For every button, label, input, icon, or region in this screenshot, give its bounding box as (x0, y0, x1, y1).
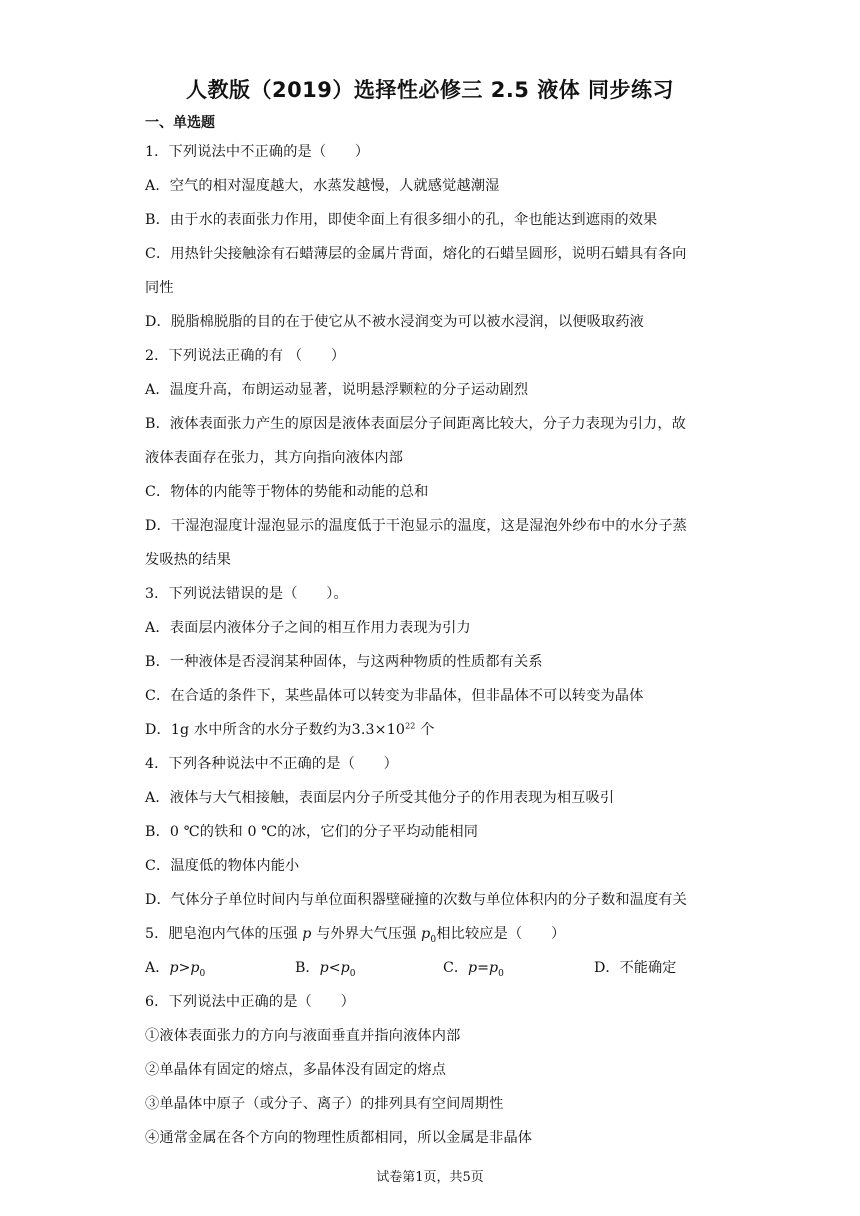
q5-stem-part3: 相比较应是（ ） (436, 926, 566, 942)
q2-option-b-line2: 液体表面存在张力，其方向指向液体内部 (145, 450, 404, 466)
q5-option-a-sub: 0 (199, 968, 206, 979)
q5-option-b-relation: p<p (319, 960, 350, 976)
q5-option-c-label: C． (443, 960, 469, 976)
q5-option-b (295, 957, 355, 979)
q1-option-d: D．脱脂棉脱脂的目的在于使它从不被水浸润变为可以被水浸润，以便吸取药液 (145, 314, 645, 330)
q1-stem: 1．下列说法中不正确的是（ ） (145, 144, 370, 160)
q6-statement-3: ③单晶体中原子（或分子、离子）的排列具有空间周期性 (145, 1096, 504, 1112)
q4-option-a: A．液体与大气相接触，表面层内分子所受其他分子的作用表现为相互吸引 (145, 790, 615, 806)
q1-option-c-line1: C．用热针尖接触涂有石蜡薄层的金属片背面，熔化的石蜡呈圆形，说明石蜡具有各向 (145, 246, 687, 262)
q4-option-c: C．温度低的物体内能小 (145, 858, 300, 874)
q6-stem: 6．下列说法中正确的是（ ） (145, 994, 355, 1010)
q2-stem: 2．下列说法正确的有 （ ） (145, 348, 346, 364)
q6-statement-1: ①液体表面张力的方向与液面垂直并指向液体内部 (145, 1028, 461, 1044)
q2-option-d-line2: 发吸热的结果 (145, 552, 232, 568)
q3-option-d-text: D．1g 水中所含的水分子数约为 (145, 722, 352, 738)
q2-option-a: A．温度升高，布朗运动显著，说明悬浮颗粒的分子运动剧烈 (145, 382, 529, 398)
q1-option-b: B．由于水的表面张力作用，即使伞面上有很多细小的孔，伞也能达到遮雨的效果 (145, 212, 658, 228)
q3-option-c: C．在合适的条件下，某些晶体可以转变为非晶体，但非晶体不可以转变为晶体 (145, 688, 644, 704)
q5-option-d: D．不能确定 (594, 960, 677, 976)
q5-option-c (443, 957, 504, 979)
q3-option-a: A．表面层内液体分子之间的相互作用力表现为引力 (145, 620, 471, 636)
q3-option-d (145, 719, 435, 739)
q6-statement-2: ②单晶体有固定的熔点，多晶体没有固定的熔点 (145, 1062, 447, 1078)
q3-option-d-unit: 个 (415, 722, 435, 738)
q2-option-b-line1: B．液体表面张力产生的原因是液体表面层分子间距离比较大，分子力表现为引力，故 (145, 416, 687, 432)
q3-option-d-exponent: 22 (405, 721, 416, 731)
q3-option-b: B．一种液体是否浸润某种固体，与这两种物质的性质都有关系 (145, 654, 543, 670)
q1-option-c-line2: 同性 (145, 280, 174, 296)
q1-option-a: A．空气的相对湿度越大，水蒸发越慢，人就感觉越潮湿 (145, 178, 500, 194)
q5-option-c-sub: 0 (498, 968, 504, 979)
page-title: 人教版（2019）选择性必修三 2.5 液体 同步练习 (185, 78, 675, 102)
q3-stem: 3．下列说法错误的是（ ）。 (145, 586, 348, 602)
q5-option-c-relation: p=p (468, 960, 499, 976)
q4-option-d: D．气体分子单位时间内与单位面积器壁碰撞的次数与单位体积内的分子数和温度有关 (145, 892, 688, 908)
page-footer: 试卷第1页，共5页 (376, 1170, 484, 1185)
q5-stem-part1: 5．肥皂泡内气体的压强 (145, 926, 303, 942)
q2-option-c: C．物体的内能等于物体的势能和动能的总和 (145, 484, 429, 500)
q5-stem (145, 923, 565, 945)
q4-option-b: B．0 ℃的铁和 0 ℃的冰，它们的分子平均动能相同 (145, 824, 479, 840)
q5-stem-part2: 与外界大气压强 (311, 926, 422, 942)
q2-option-d-line1: D．干湿泡湿度计湿泡显示的温度低于干泡显示的温度，这是湿泡外纱布中的水分子蒸 (145, 518, 688, 534)
q5-option-a-label: A． (145, 960, 170, 976)
q5-option-b-label: B． (295, 960, 320, 976)
q5-pressure-p: p (302, 926, 312, 942)
q5-option-b-sub: 0 (349, 968, 356, 979)
q5-option-a-relation: p>p (169, 960, 200, 976)
q5-pressure-p0: p (421, 926, 431, 942)
q3-option-d-number: 3.3×10 (351, 722, 406, 738)
q4-stem: 4．下列各种说法中不正确的是（ ） (145, 756, 398, 772)
q5-subscript: 0 (430, 934, 437, 945)
q6-statement-4: ④通常金属在各个方向的物理性质都相同，所以金属是非晶体 (145, 1130, 533, 1146)
section-heading: 一、单选题 (145, 115, 215, 131)
q5-option-a (145, 957, 205, 979)
